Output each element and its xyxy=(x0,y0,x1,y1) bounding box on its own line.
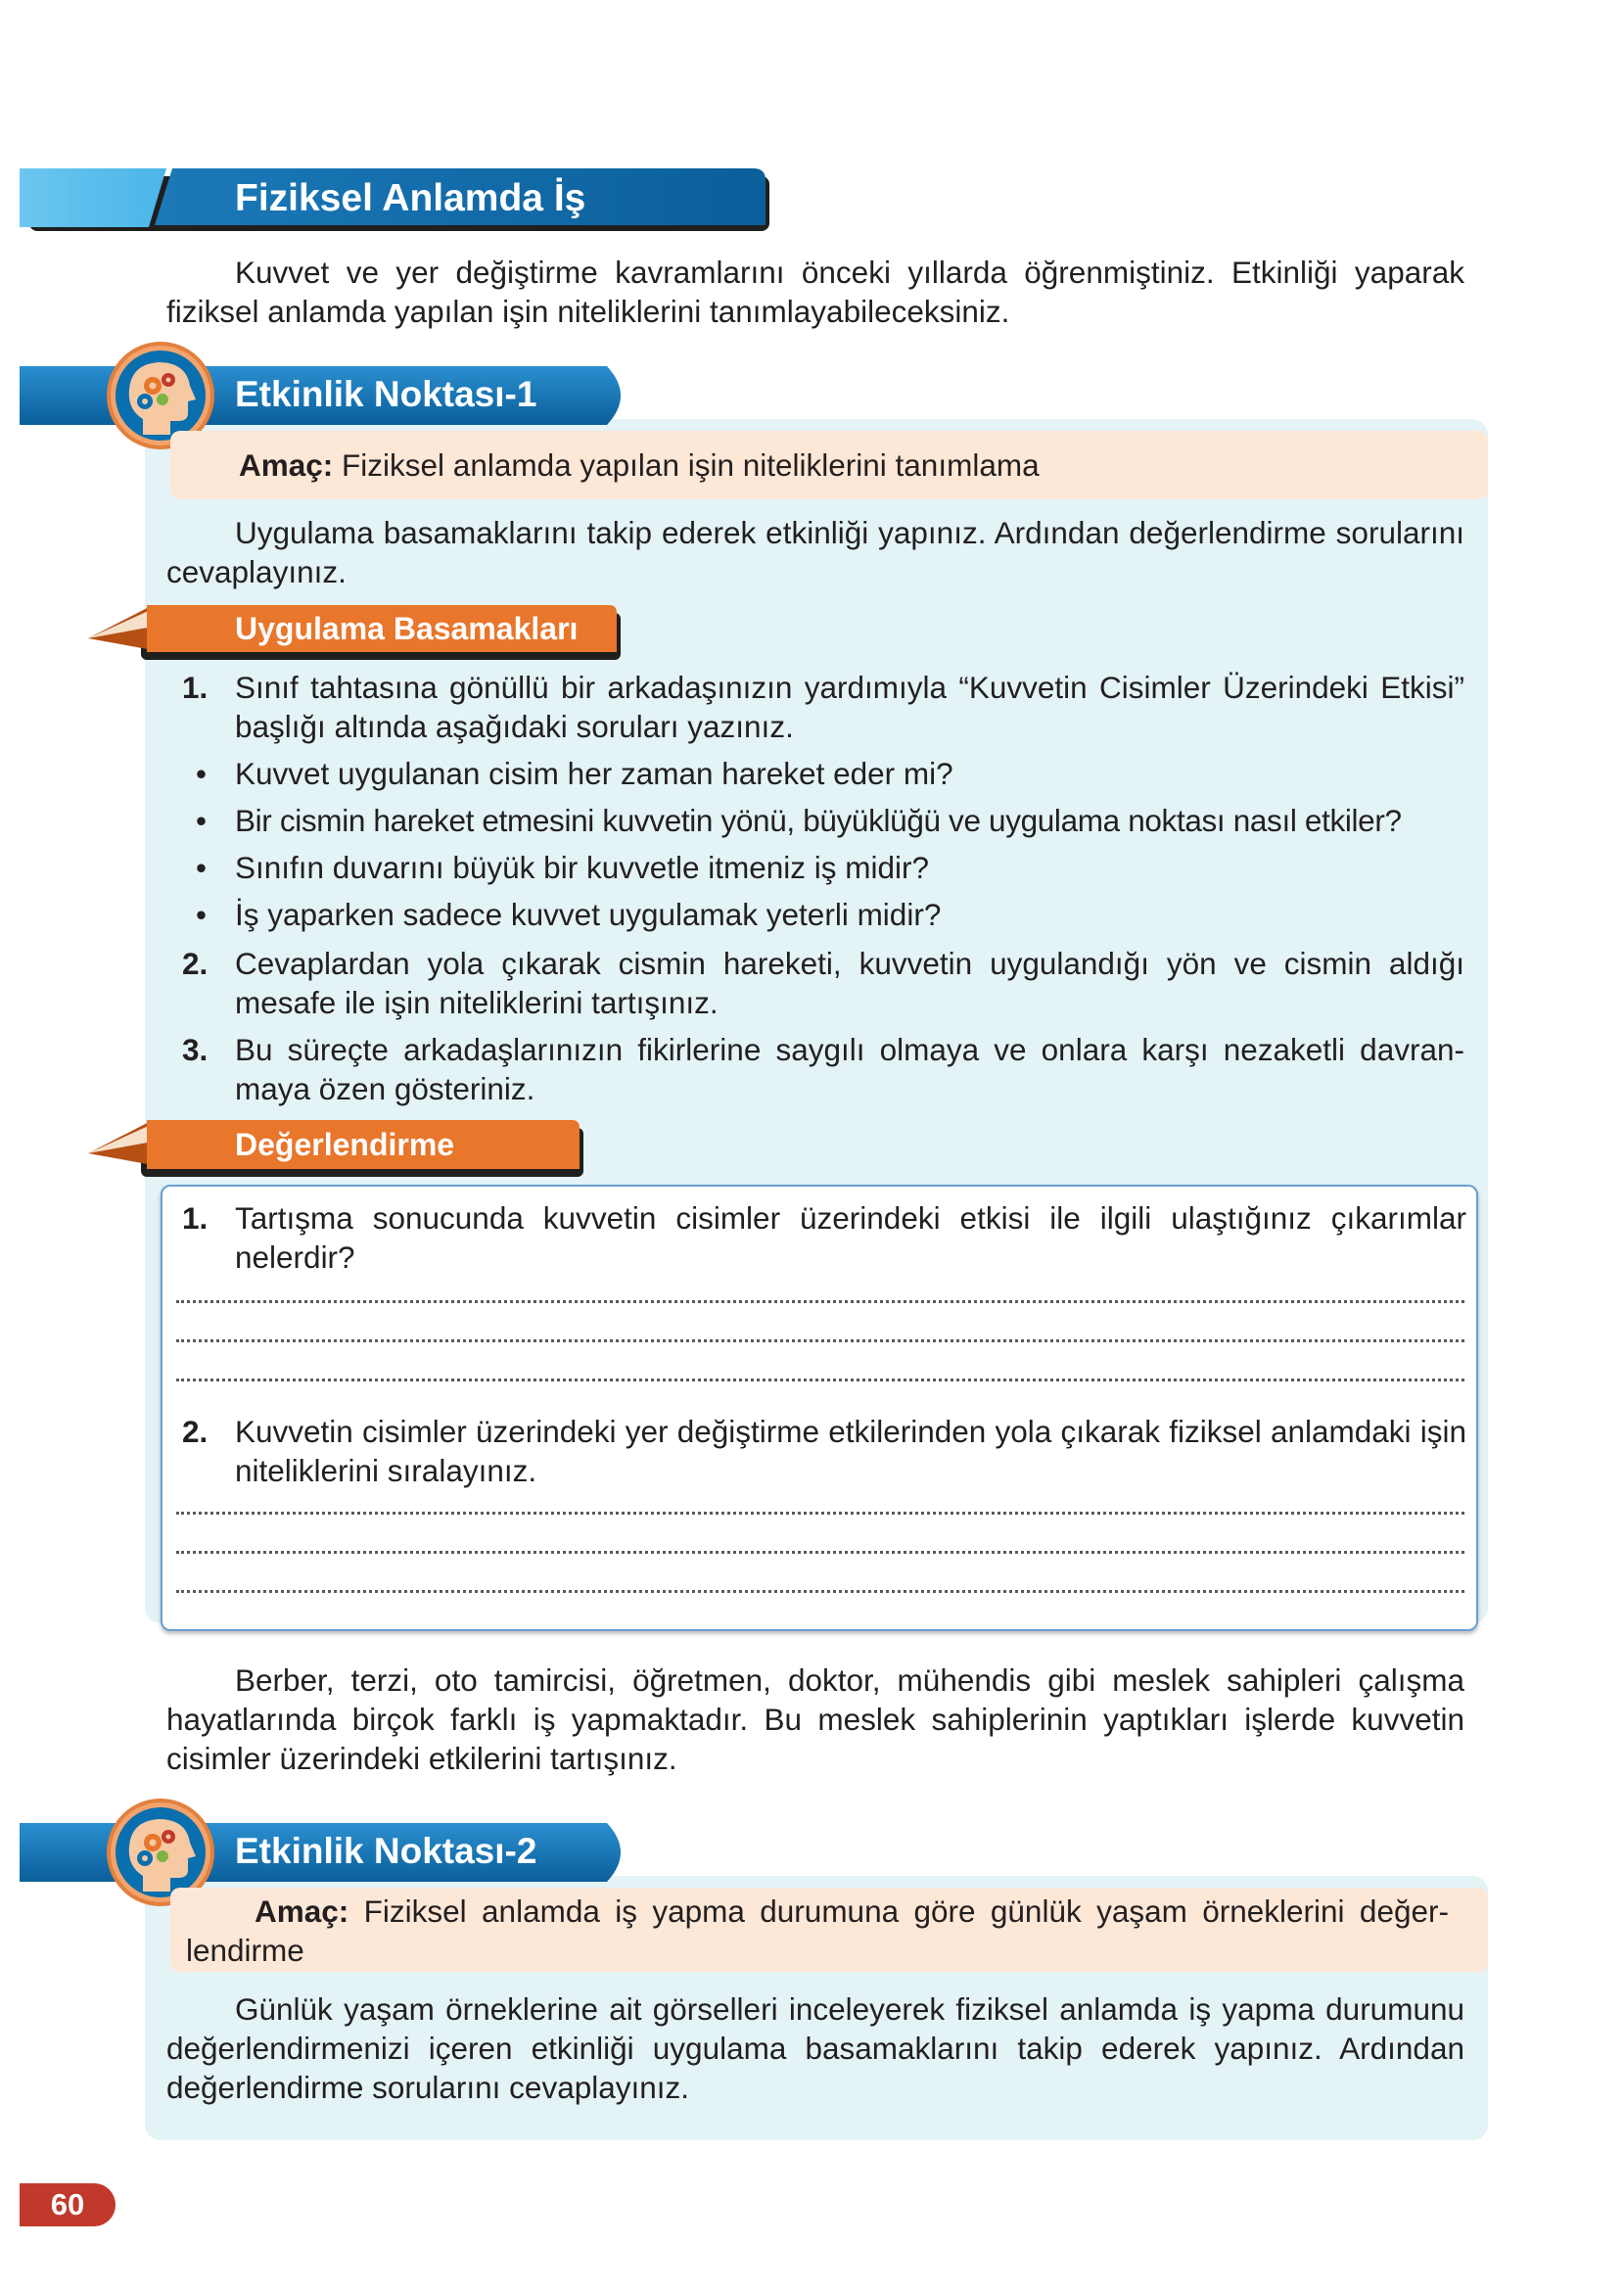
question-text: Tartışma sonucunda kuvvetin cisimler üzerindeki etkisi ile ilgili ulaştığınız çıkarımlar nelerdir? xyxy=(235,1200,1466,1275)
answer-line[interactable] xyxy=(176,1377,1464,1381)
bullet-text: İş yaparken sadece kuvvet uygulamak yeterli midir? xyxy=(235,897,942,932)
answer-line[interactable] xyxy=(176,1588,1464,1593)
question-number: 1. xyxy=(182,1200,209,1236)
middle-paragraph: Berber, terzi, oto tamircisi, öğretmen, doktor, mühendis gibi meslek sahipleri çalışma hayatlarında birçok farklı iş yapmaktadır. Bu meslek sahiplerinin yaptıkları işlerde kuvvetin cisimler üzerindeki etkilerini tartışınız. xyxy=(166,1662,1464,1776)
amac-text: Fiziksel anlamda iş yapma durumuna göre günlük yaşam örneklerini değerlendirme xyxy=(186,1894,1449,1968)
activity1-instructions: Uygulama basamaklarını takip ederek etkinliği yapınız. Ardından değerlendirme sorularını cevaplayınız. xyxy=(166,515,1464,589)
question-text: Kuvvetin cisimler üzerindeki yer değiştirme etkilerinden yola çıkarak fiziksel anlamdaki işin niteliklerini sıralayınız. xyxy=(235,1414,1466,1488)
step-text: Bu süreçte arkadaşlarınızın fikirlerine saygılı olmaya ve onlara karşı nezaketli davranmaya özen gösteriniz. xyxy=(235,1032,1464,1106)
answer-line[interactable] xyxy=(176,1510,1464,1515)
activity1-amac xyxy=(239,444,1040,487)
answer-line[interactable] xyxy=(176,1549,1464,1554)
activity2-title: Etkinlik Noktası-2 xyxy=(235,1831,537,1871)
eval-header: Değerlendirme xyxy=(235,1127,455,1162)
question-number: 2. xyxy=(182,1414,209,1449)
bullet-dot: • xyxy=(196,897,208,932)
answer-line[interactable] xyxy=(176,1298,1464,1303)
step-text: Sınıf tahtasına gönüllü bir arkadaşınızın yardımıyla “Kuvvetin Cisimler Üzerindeki Etkisi” başlığı altında aşağıdaki soruları yazınız. xyxy=(235,670,1464,744)
answer-line[interactable] xyxy=(176,1337,1464,1342)
step-number: 3. xyxy=(182,1032,209,1067)
page-number: 60 xyxy=(20,2183,116,2226)
amac-text: Fiziksel anlamda yapılan işin niteliklerini tanımlama xyxy=(333,447,1040,483)
amac-label: Amaç: xyxy=(255,1894,349,1929)
bullet-text: Sınıfın duvarını büyük bir kuvvetle itmeniz iş midir? xyxy=(235,850,930,885)
bullet-dot: • xyxy=(196,850,208,885)
bullet-text: Bir cismin hareket etmesini kuvvetin yönü, büyüklüğü ve uygulama noktası nasıl etkiler? xyxy=(235,803,1402,838)
bullet-dot: • xyxy=(196,803,208,838)
section-intro: Kuvvet ve yer değiştirme kavramlarını önceki yıllarda öğrenmiştiniz. Etkinliği yaparak fiziksel anlamda yapılan işin niteliklerini tanımlayabileceksiniz. xyxy=(166,255,1464,329)
step-text: Cevaplardan yola çıkarak cismin hareketi, kuvvetin uygulandığı yön ve cismin aldığı mesafe ile işin niteliklerini tartışınız. xyxy=(235,946,1464,1020)
activity2-instructions: Günlük yaşam örneklerine ait görselleri inceleyerek fiziksel anlamda iş yapma durumunu değerlendirmenizi içeren etkinliği uygulama basamaklarını takip ederek yapınız. Ardından değerlendirme sorularını cevaplayınız. xyxy=(166,1991,1464,2105)
activity1-title: Etkinlik Noktası-1 xyxy=(235,374,537,414)
section-title: Fiziksel Anlamda İş xyxy=(235,177,586,219)
step-number: 1. xyxy=(182,670,209,705)
step-number: 2. xyxy=(182,946,209,981)
activity2-amac xyxy=(186,1892,1449,1970)
amac-label: Amaç: xyxy=(239,447,334,483)
bullet-dot: • xyxy=(196,756,208,791)
steps-header: Uygulama Basamakları xyxy=(235,611,579,646)
bullet-text: Kuvvet uygulanan cisim her zaman hareket eder mi? xyxy=(235,756,953,791)
